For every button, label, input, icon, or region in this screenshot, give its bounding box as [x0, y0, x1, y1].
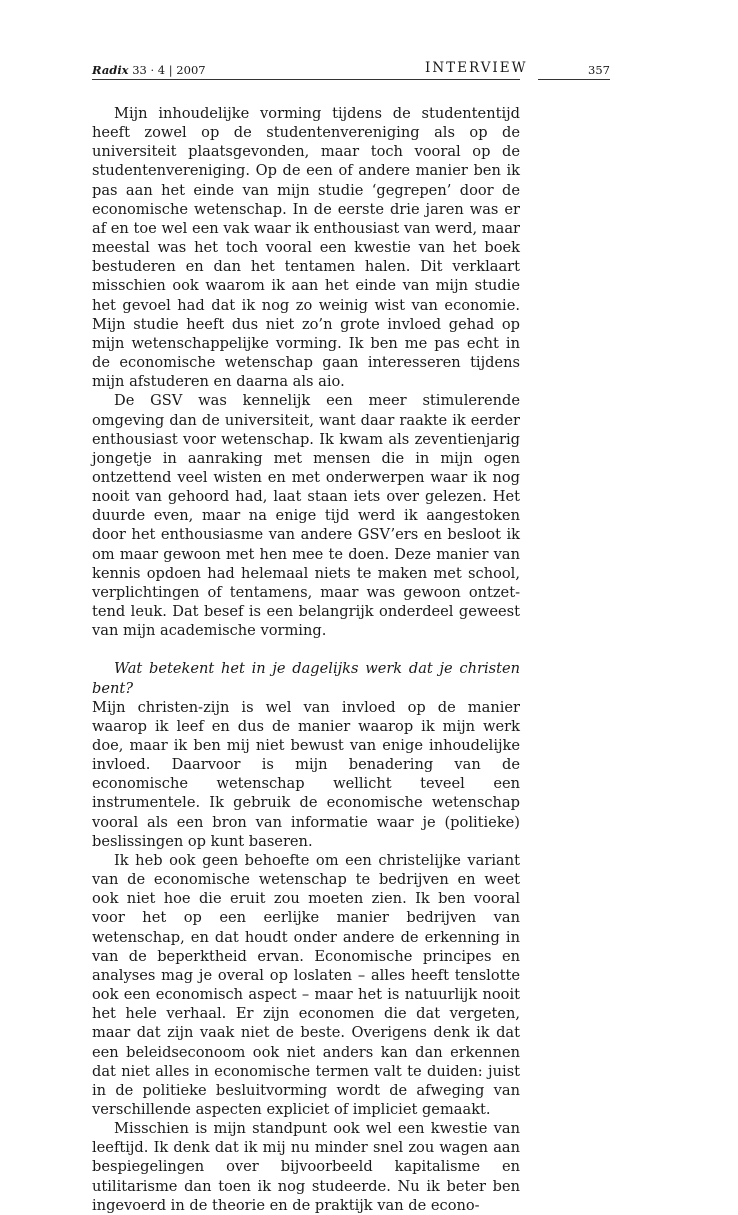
answer-paragraph-3: Misschien is mijn standpunt ook wel een kwestie van leeftijd. Ik denk dat ik mij nu minder snel zou wagen aan bespiegelingen over bijvoorbeeld kapitalisme en utilitarisme dan toen ik nog studeerde. Nu ik beter ben ingevoerd in de theorie en de praktijk van de econo- — [92, 1120, 520, 1214]
journal-reference — [92, 63, 206, 77]
article-body — [92, 104, 520, 1215]
journal-name: Radix — [92, 63, 129, 77]
page-number: 357 — [588, 63, 610, 77]
answer-paragraph-1: Mijn christen-zijn is wel van invloed op de manier waarop ik leef en dus de manier waarop ik mijn werk doe, maar ik ben mij niet bewust van enige inhoudelijke invloed. Daarvoor is mijn benadering van de economische wetenschap wellicht teveel een instrumentele. Ik gebruik de economische wetenschap vooral als een bron van informatie waar je (politieke) beslissingen op kunt baseren. — [92, 698, 520, 850]
interview-question: Wat betekent het in je dagelijks werk dat je christen bent? — [92, 660, 520, 697]
header-rule-right — [538, 79, 610, 80]
paragraph-1: Mijn inhoudelijke vorming tijdens de studententijd heeft zowel op de studentenvereniging als op de universiteit plaatsgevonden, maar toch vooral op de studentenvereniging. Op de een of andere manier ben ik pas aan het einde van mijn studie ‘gegrepen’ door de economische wetenschap. In de eerste drie jaren was er af en toe wel een vak waar ik enthousiast van werd, maar meestal was het toch vooral een kwestie van het boek bestuderen en dan het tentamen halen. Dit verklaart misschien ook waarom ik aan het einde van mijn studie het gevoel had dat ik nog zo weinig wist van economie. Mijn studie heeft dus niet zo’n grote invloed gehad op mijn wetenschappelijke vorming. Ik ben me pas echt in de economische wetenschap gaan interesseren tijdens mijn afstuderen en daarna als aio. — [92, 105, 520, 391]
header-rule-left — [92, 79, 520, 80]
paragraph-2: De GSV was kennelijk een meer stimulerende omgeving dan de universiteit, want daar raakte ik eerder enthousiast voor wetenschap. Ik kwam als zeventienjarig jongetje in aanraking met mensen die in mijn ogen ontzettend veel wisten en met onderwerpen waar ik nog nooit van gehoord had, laat staan iets over gelezen. Het duurde even, maar na enige tijd werd ik aangestoken door het enthousiasme van andere GSV’ers en besloot ik om maar gewoon met hen mee te doen. Deze manier van kennis opdoen had helemaal niets te maken met school, verplichtingen of tentamens, maar was gewoon ontzettend leuk. Dat besef is een belangrijk onderdeel geweest van mijn academische vorming. — [92, 392, 520, 640]
issue-info: 33 · 4 | 2007 — [132, 63, 206, 77]
section-title: INTERVIEW — [425, 60, 528, 76]
answer-paragraph-2: Ik heb ook geen behoefte om een christelijke variant van de economische wetenschap te bedrijven en weet ook niet hoe die eruit zou moeten zien. Ik ben vooral voor het op een eerlijke manier bedrijven van wetenschap, en dat houdt onder andere de erkenning in van de beperktheid ervan. Economische principes en analyses mag je overal op loslaten – alles heeft tenslotte ook een economisch aspect – maar het is natuurlijk nooit het hele verhaal. Er zijn economen die dat vergeten, maar dat zijn vaak niet de beste. Overigens denk ik dat een beleidseconoom ook niet anders kan dan erkennen dat niet alles in economische termen valt te duiden: juist in de politieke besluitvorming wordt de afweging van verschillende aspecten expliciet of impliciet gemaakt. — [92, 851, 520, 1118]
